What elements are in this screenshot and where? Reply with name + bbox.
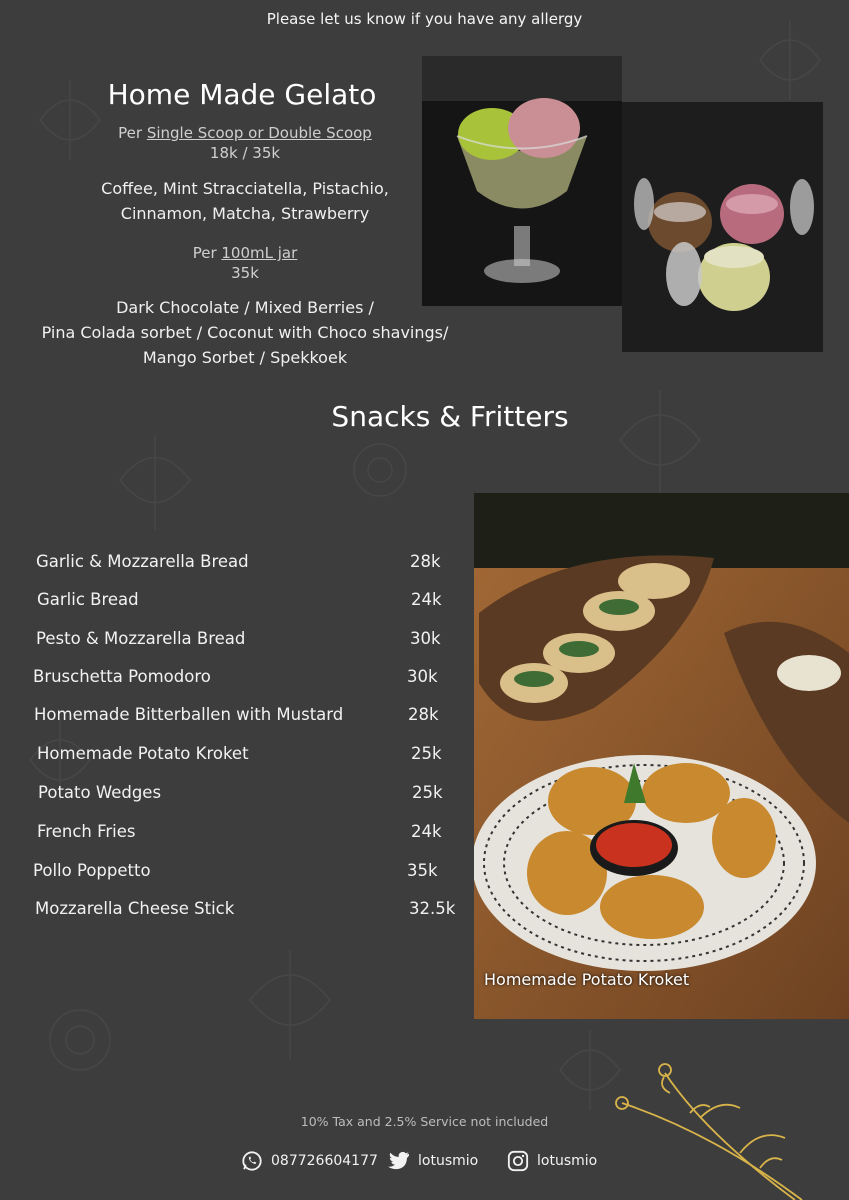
menu-item-price: 24k <box>411 822 442 841</box>
menu-item <box>33 861 463 891</box>
menu-item-price: 30k <box>407 667 438 686</box>
menu-item <box>33 822 463 852</box>
gelato-jars-photo <box>622 102 823 352</box>
whatsapp-number: 087726604177 <box>271 1153 378 1169</box>
tax-service-note: 10% Tax and 2.5% Service not included <box>300 1114 549 1129</box>
menu-item-name: Bruschetta Pomodoro <box>33 667 211 686</box>
jar-pricing <box>20 244 470 282</box>
menu-item-name: Pesto & Mozzarella Bread <box>36 629 246 648</box>
menu-item <box>33 705 463 735</box>
scoop-per-line <box>20 124 470 142</box>
menu-item-name: Mozzarella Cheese Stick <box>35 899 235 918</box>
jar-price: 35k <box>231 264 259 282</box>
jar-flavors-line3: Mango Sorbet / Spekkoek <box>142 348 348 367</box>
menu-item-price: 25k <box>412 783 443 802</box>
menu-item <box>33 629 463 659</box>
instagram-contact[interactable] <box>507 1150 597 1172</box>
potato-kroket-photo <box>474 493 849 1019</box>
menu-item-price: 28k <box>410 552 441 571</box>
scoop-flavors-line2: Cinnamon, Matcha, Strawberry <box>120 204 370 223</box>
menu-item <box>33 590 463 620</box>
twitter-icon <box>388 1151 410 1171</box>
menu-item-price: 32.5k <box>409 899 456 918</box>
snacks-title: Snacks & Fritters <box>331 400 569 433</box>
instagram-icon <box>507 1150 529 1172</box>
scoop-price: 18k / 35k <box>209 144 281 162</box>
menu-item-name: Garlic & Mozzarella Bread <box>36 552 249 571</box>
menu-item-name: Garlic Bread <box>37 590 139 609</box>
jar-prefix: Per <box>192 244 222 262</box>
gelato-title: Home Made Gelato <box>107 78 377 111</box>
menu-item-price: 25k <box>411 744 442 763</box>
menu-item-price: 24k <box>411 590 442 609</box>
jar-flavors <box>20 295 470 370</box>
twitter-contact[interactable] <box>388 1150 478 1172</box>
gold-floral-decoration <box>610 1058 849 1200</box>
gelato-cup-photo <box>422 56 622 306</box>
menu-item <box>33 552 463 582</box>
scoop-size-link: Single Scoop or Double Scoop <box>146 124 372 142</box>
scoop-flavors-line1: Coffee, Mint Stracciatella, Pistachio, <box>101 179 389 198</box>
menu-item-price: 28k <box>408 705 439 724</box>
whatsapp-contact[interactable] <box>241 1150 378 1172</box>
menu-item-price: 30k <box>410 629 441 648</box>
allergy-note: Please let us know if you have any allergy <box>266 10 583 28</box>
menu-item <box>33 667 463 697</box>
menu-item-price: 35k <box>407 861 438 880</box>
menu-item <box>33 899 463 929</box>
menu-item-name: Homemade Bitterballen with Mustard <box>34 705 344 724</box>
scoop-prefix: Per <box>118 124 147 142</box>
jar-size-link: 100mL jar <box>221 244 298 262</box>
jar-flavors-line1: Dark Chocolate / Mixed Berries / <box>116 298 374 317</box>
scoop-flavors <box>20 176 470 226</box>
menu-item-name: Pollo Poppetto <box>33 861 151 880</box>
twitter-handle: lotusmio <box>418 1153 479 1169</box>
menu-item <box>33 783 463 813</box>
menu-item-name: Homemade Potato Kroket <box>37 744 249 763</box>
menu-item <box>33 744 463 774</box>
jar-flavors-line2: Pina Colada sorbet / Coconut with Choco shavings/ <box>41 323 449 342</box>
scoop-pricing <box>20 124 470 162</box>
jar-per-line <box>20 244 470 262</box>
menu-item-name: French Fries <box>37 822 136 841</box>
whatsapp-icon <box>241 1150 263 1172</box>
instagram-handle: lotusmio <box>537 1153 598 1169</box>
menu-item-name: Potato Wedges <box>38 783 162 802</box>
photo-caption: Homemade Potato Kroket <box>484 970 690 989</box>
